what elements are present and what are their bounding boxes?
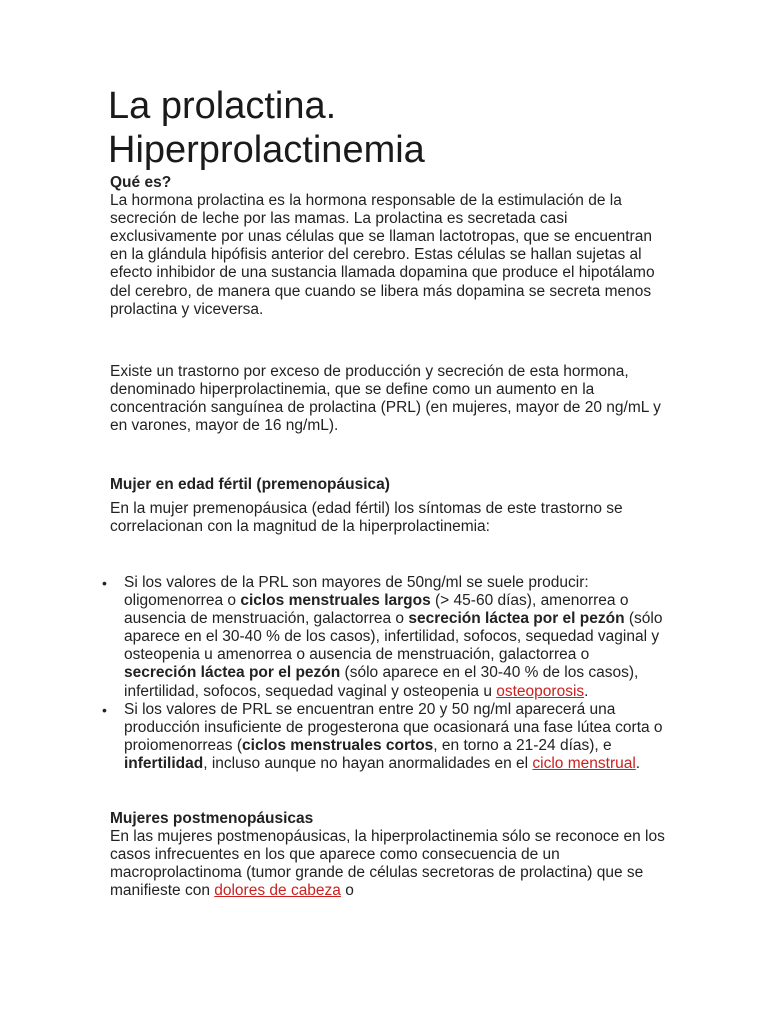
list-item-text: , incluso aunque no hayan anormalidades en el	[203, 754, 533, 772]
list-item-text: , en torno a 21-24 días), e	[433, 736, 612, 754]
list-item-text: Si los valores de la PRL son mayores de 50ng/ml se suele producir: oligomenorrea o	[124, 574, 589, 610]
list-item-text: Si los valores de PRL se encuentran entre 20 y 50 ng/ml aparecerá una producción insuficiente de progesterona que ocasionará una fase lútea corta o proiomenorreas (	[124, 700, 663, 754]
list-item-bold: ciclos menstruales cortos	[242, 736, 434, 754]
list-item-bold: ciclos menstruales largos	[240, 592, 431, 610]
list-item-bold: secreción láctea por el pezón	[124, 664, 341, 682]
section-heading-que-es: Qué es?	[110, 174, 172, 191]
paragraph-definicion: La hormona prolactina es la hormona responsable de la estimulación de la secreción de leche por las mamas. La prolactina es secretada casi exclusivamente por unas células que se llaman lactotropas, que se encuentran en la glándula hipófisis anterior del cerebro. Estas células se hallan sujetas al efecto inhibidor de una sustancia llamada dopamina que produce el hipotálamo del cerebro, de manera que cuando se libera más dopamina se secreta menos prolactina y viceversa.	[110, 192, 655, 318]
list-item-text: (sólo aparece en el 30-40 % de los casos), infertilidad, sofocos, sequedad vaginal y osteopenia u amenorrea o ausencia de menstruación, galactorrea o	[124, 610, 663, 664]
dolores-de-cabeza-link[interactable]: dolores de cabeza	[214, 882, 341, 900]
paragraph-premenopausica: En la mujer premenopáusica (edad fértil) los síntomas de este trastorno se correlacionan con la magnitud de la hiperprolactinemia:	[110, 500, 623, 536]
list-item	[102, 574, 664, 701]
title-line-2: Hiperprolactinemia	[108, 129, 425, 171]
section-edad-fertil	[110, 476, 670, 536]
list-item	[102, 700, 664, 773]
osteoporosis-link[interactable]: osteoporosis	[496, 682, 585, 700]
paragraph-text: En las mujeres postmenopáusicas, la hiperprolactinemia sólo se reconoce en los casos infrecuentes en los que aparece como consecuencia de un macroprolactinoma (tumor grande de células secretoras de prolactina) que se manifieste con	[110, 828, 665, 900]
list-item-text: .	[584, 682, 589, 700]
section-heading-edad-fertil: Mujer en edad fértil (premenopáusica)	[110, 476, 390, 493]
paragraph-text: o	[340, 882, 354, 900]
bullet-icon: •	[102, 701, 107, 718]
title-line-1: La prolactina.	[108, 85, 337, 127]
bullet-icon: •	[102, 575, 107, 591]
ciclo-menstrual-link[interactable]: ciclo menstrual	[532, 754, 636, 772]
page-title	[108, 84, 708, 172]
section-postmenopausicas	[110, 810, 670, 900]
section-heading-postmenopausicas: Mujeres postmenopáusicas	[110, 810, 314, 827]
list-item-text: .	[635, 754, 641, 772]
list-item-text: (> 45-60 días), amenorrea o ausencia de menstruación, galactorrea o	[124, 592, 629, 628]
symptom-list	[102, 574, 664, 773]
list-item-bold: secreción láctea por el pezón	[408, 610, 625, 628]
section-que-es	[110, 174, 670, 319]
paragraph-postmenopausicas	[110, 828, 670, 900]
list-item-text: (sólo aparece en el 30-40 % de los casos), infertilidad, sofocos, sequedad vaginal y osteopenia u	[124, 664, 639, 700]
list-item-bold: infertilidad	[124, 754, 204, 772]
paragraph-trastorno: Existe un trastorno por exceso de producción y secreción de esta hormona, denominado hiperprolactinemia, que se define como un aumento en la concentración sanguínea de prolactina (PRL) (en mujeres, mayor de 20 ng/mL y en varones, mayor de 16 ng/mL).	[110, 363, 661, 435]
